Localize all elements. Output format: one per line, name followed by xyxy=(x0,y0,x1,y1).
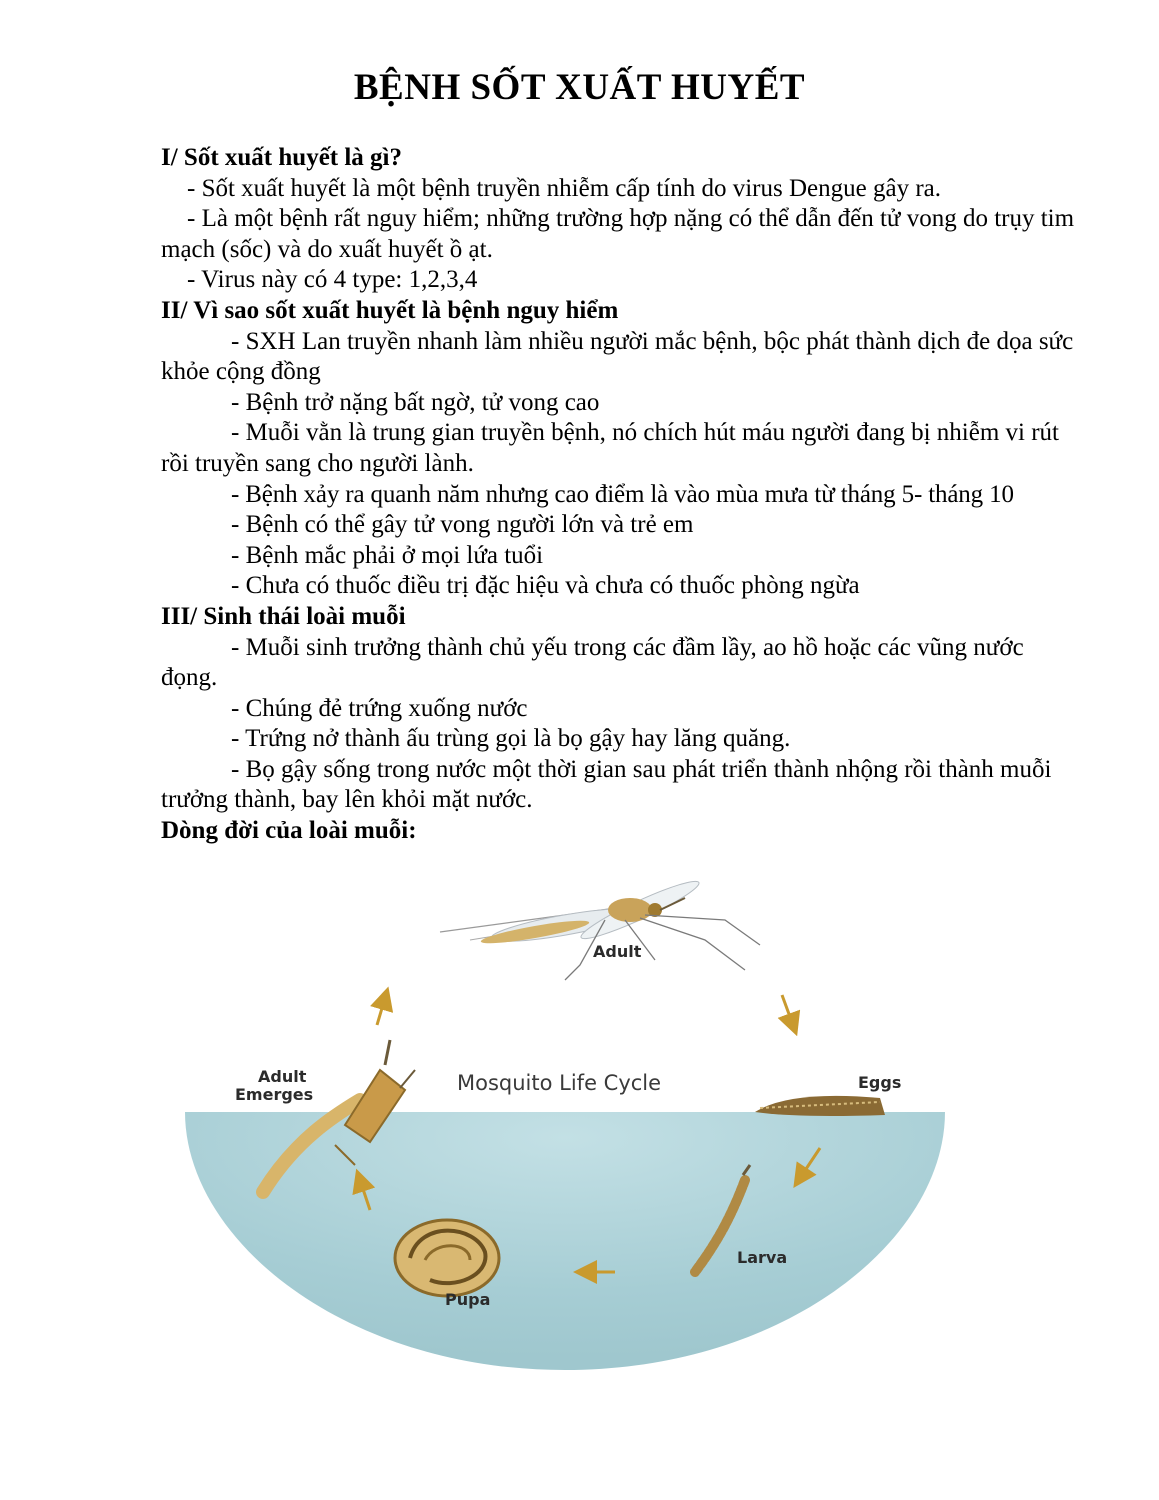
section-heading: II/ Vì sao sốt xuất huyết là bệnh nguy hiểm xyxy=(161,296,619,324)
paragraph: - Muỗi sinh trưởng thành chủ yếu trong các đầm lầy, ao hồ hoặc các vũng nước đọng. xyxy=(161,633,1024,692)
paragraph: - Là một bệnh rất nguy hiểm; những trường hợp nặng có thể dẫn đến tử vong do trụy tim mạch (sốc) và do xuất huyết ồ ạt. xyxy=(161,205,1075,263)
paragraph: - Bệnh mắc phải ở mọi lứa tuổi xyxy=(231,541,544,569)
paragraph: - Trứng nở thành ấu trùng gọi là bọ gậy hay lăng quăng. xyxy=(231,725,791,753)
paragraph: - Muỗi vằn là trung gian truyền bệnh, nó chích hút máu người đang bị nhiễm vi rút rồi truyền sang cho người lành. xyxy=(161,419,1060,477)
eggs-icon xyxy=(755,1096,885,1116)
label-pupa: Pupa xyxy=(445,1290,491,1309)
section-heading: III/ Sinh thái loài muỗi xyxy=(161,602,406,630)
paragraph: - SXH Lan truyền nhanh làm nhiều người mắc bệnh, bộc phát thành dịch đe dọa sức khỏe cộng đồng xyxy=(161,327,1074,386)
label-adult-emerges-line1: Adult xyxy=(258,1067,307,1086)
section-heading: I/ Sốt xuất huyết là gì? xyxy=(161,144,403,171)
figure-title: Mosquito Life Cycle xyxy=(457,1071,662,1095)
arrow-adult-to-eggs xyxy=(782,995,793,1025)
paragraph: - Sốt xuất huyết là một bệnh truyền nhiễm cấp tính do virus Dengue gây ra. xyxy=(187,174,941,202)
label-adult: Adult xyxy=(593,942,642,961)
arrow-emerges-to-adult xyxy=(377,998,385,1025)
paragraph: - Virus này có 4 type: 1,2,3,4 xyxy=(187,266,478,294)
label-adult-emerges-line2: Emerges xyxy=(235,1085,314,1104)
paragraph: - Bọ gậy sống trong nước một thời gian sau phát triển thành nhộng rồi thành muỗi trưởng thành, bay lên khỏi mặt nước. xyxy=(161,755,1052,814)
mosquito-life-cycle-figure xyxy=(185,880,945,1375)
pupa-icon xyxy=(395,1220,499,1296)
label-eggs: Eggs xyxy=(858,1073,902,1092)
paragraph: - Chưa có thuốc điều trị đặc hiệu và chưa có thuốc phòng ngừa xyxy=(231,572,860,600)
adult-mosquito-icon xyxy=(440,880,760,980)
label-larva: Larva xyxy=(737,1248,788,1267)
life-cycle-illustration xyxy=(185,880,945,1375)
document-body xyxy=(161,143,1076,847)
paragraph: - Bệnh trở nặng bất ngờ, tử vong cao xyxy=(231,388,600,416)
figure-caption: Dòng đời của loài muỗi: xyxy=(161,817,417,845)
paragraph: - Chúng đẻ trứng xuống nước xyxy=(231,694,528,722)
page-title: BỆNH SỐT XUẤT HUYẾT xyxy=(353,67,806,108)
paragraph: - Bệnh xảy ra quanh năm nhưng cao điểm là vào mùa mưa từ tháng 5- tháng 10 xyxy=(231,480,1014,508)
paragraph: - Bệnh có thể gây tử vong người lớn và trẻ em xyxy=(231,511,694,539)
